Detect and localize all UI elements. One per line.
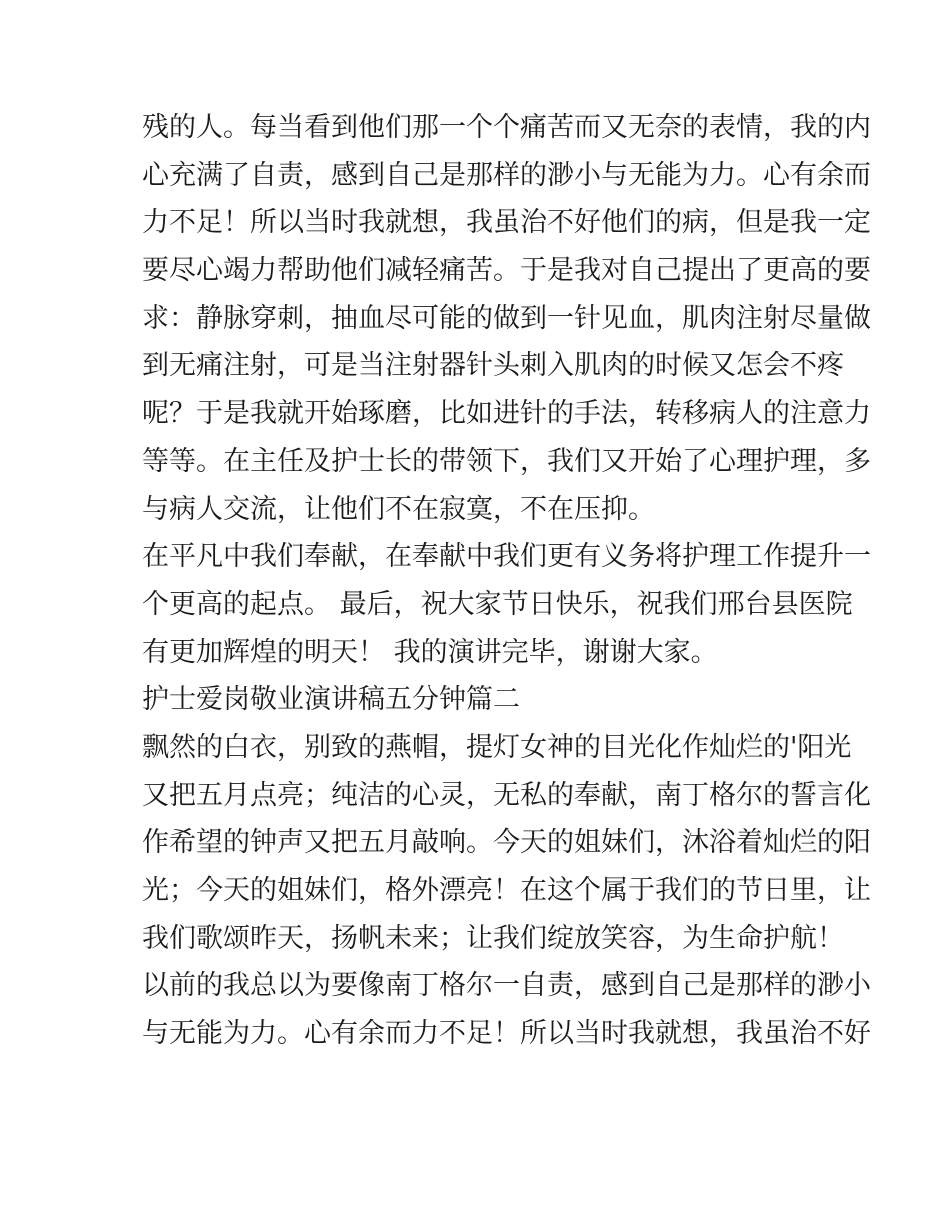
text-line: 呢？于是我就开始琢磨，比如进针的手法，转移病人的注意力 (142, 398, 871, 430)
text-line: 等等。在主任及护士长的带领下，我们又开始了心理护理，多 (142, 445, 871, 477)
text-line: 个更高的起点。 最后，祝大家节日快乐，祝我们邢台县医院 (142, 588, 853, 620)
section-heading: 护士爱岗敬业演讲稿五分钟篇二 (142, 684, 520, 716)
text-line: 又把五月点亮；纯洁的心灵，无私的奉献，南丁格尔的誓言化 (142, 779, 871, 811)
text-line: 有更加辉煌的明天！ 我的演讲完毕，谢谢大家。 (142, 636, 718, 668)
text-line: 残的人。每当看到他们那一个个痛苦而又无奈的表情，我的内 (142, 112, 871, 143)
text-line: 与无能为力。心有余而力不足！所以当时我就想，我虽治不好 (142, 1018, 871, 1050)
text-line: 心充满了自责，感到自己是那样的渺小与无能为力。心有余而 (142, 159, 871, 191)
text-line: 力不足！所以当时我就想，我虽治不好他们的病，但是我一定 (142, 207, 871, 239)
text-line: 要尽心竭力帮助他们减轻痛苦。于是我对自己提出了更高的要 (142, 255, 871, 287)
text-line: 我们歌颂昨天，扬帆未来；让我们绽放笑容，为生命护航！ (142, 922, 844, 954)
text-line: 光；今天的姐妹们，格外漂亮！在这个属于我们的节日里，让 (142, 875, 871, 906)
text-line: 作希望的钟声又把五月敲响。今天的姐妹们，沐浴着灿烂的阳 (142, 827, 871, 859)
text-line: 在平凡中我们奉献，在奉献中我们更有义务将护理工作提升一 (142, 541, 871, 573)
text-line: 与病人交流，让他们不在寂寞，不在压抑。 (142, 493, 655, 525)
text-line: 飘然的白衣，别致的燕帽，提灯女神的目光化作灿烂的'阳光 (142, 731, 852, 763)
document-body (142, 104, 871, 1058)
text-line: 求：静脉穿刺，抽血尽可能的做到一针见血，肌肉注射尽量做 (142, 302, 871, 334)
text-line: 到无痛注射，可是当注射器针头刺入肌肉的时候又怎会不疼 (142, 350, 844, 382)
text-line: 以前的我总以为要像南丁格尔一自责，感到自己是那样的渺小 (142, 970, 871, 1002)
